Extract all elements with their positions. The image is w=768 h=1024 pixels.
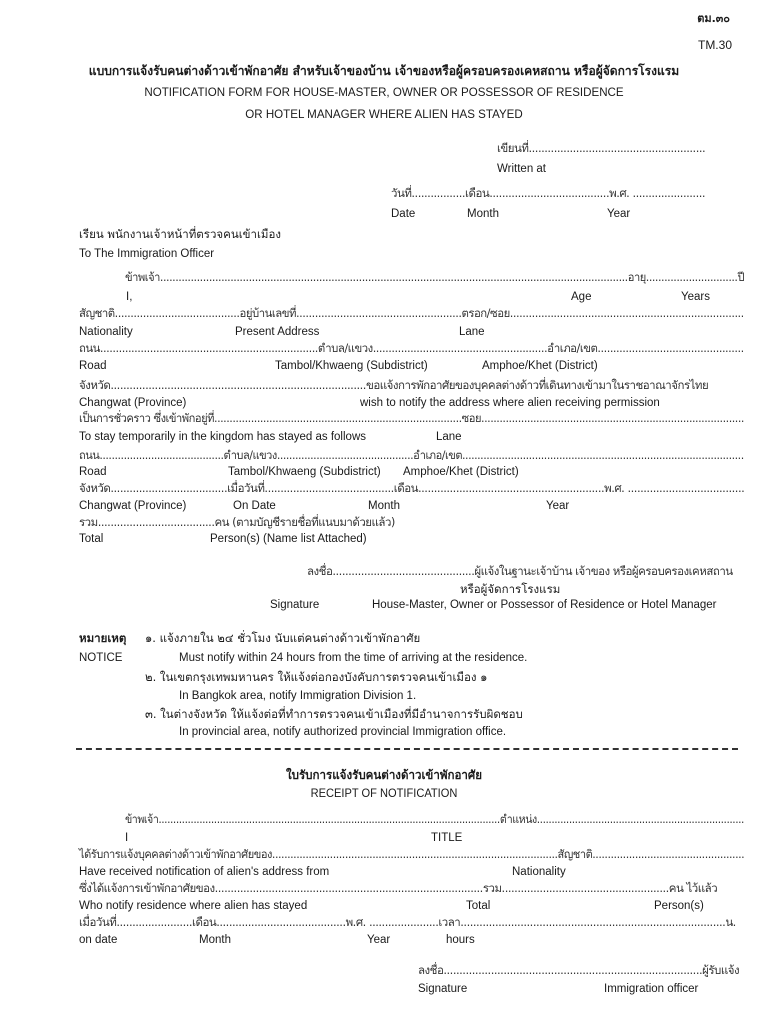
- signature-label: Signature: [270, 599, 320, 611]
- receipt-hours-label: hours: [446, 934, 475, 946]
- receipt-month-label: Month: [199, 934, 231, 946]
- amphoe-label: Amphoe/Khet (District): [482, 360, 598, 372]
- stay-amphoe-label: Amphoe/Khet (District): [403, 466, 519, 478]
- receipt-year-label: Year: [367, 934, 391, 946]
- notice-2-thai: ๒. ในเขตกรุงเทพมหานคร ให้แจ้งต่อกองบังคับการตรวจคนเข้าเมือง ๑: [145, 670, 488, 684]
- title-english-line2: OR HOTEL MANAGER WHERE ALIEN HAS STAYED: [245, 107, 523, 121]
- receipt-nationality-label: Nationality: [512, 866, 566, 878]
- receipt-name-title-field[interactable]: ข้าพเจ้า.....................................................................................................................ตำแหน่ง.......................................................................: [125, 812, 744, 826]
- total-label: Total: [79, 533, 104, 545]
- receipt-officer-label: Immigration officer: [604, 983, 699, 995]
- hotel-manager-thai: หรือผู้จัดการโรงแรม: [460, 582, 561, 596]
- wish-to-notify-label: wish to notify the address where alien receiving permission: [360, 397, 660, 409]
- receipt-notified-from-field[interactable]: ได้รับการแจ้งบุคคลต่างด้าวเข้าพักอาศัยของ..............................................................................................สัญชาติ..................................................: [79, 847, 745, 861]
- receipt-persons-label: Person(s): [654, 900, 704, 912]
- road-label: Road: [79, 360, 107, 372]
- to-thai: เรียน พนักงานเจ้าหน้าที่ตรวจคนเข้าเมือง: [79, 227, 281, 241]
- receipt-signature-label: Signature: [418, 983, 468, 995]
- title-english-line1: NOTIFICATION FORM FOR HOUSE-MASTER, OWNER OR POSSESSOR OF RESIDENCE: [144, 85, 624, 99]
- lane-label: Lane: [459, 326, 485, 338]
- nationality-label: Nationality: [79, 326, 133, 338]
- date-field[interactable]: วันที่.................เดือน......................................พ.ศ. .......................: [391, 186, 706, 200]
- notice-label-english: NOTICE: [79, 652, 123, 664]
- on-date-label: On Date: [233, 500, 276, 512]
- signature-field[interactable]: ลงชื่อ.............................................ผู้แจ้งในฐานะเจ้าบ้าน เจ้าของ หรือผู้ครอบครองเคหสถาน: [307, 564, 733, 578]
- title-thai: แบบการแจ้งรับคนต่างด้าวเข้าพักอาศัย สำหรับเจ้าของบ้าน เจ้าของหรือผู้ครอบครองเคหสถาน หรือผู้จัดการโรงแรม: [88, 63, 680, 78]
- tambol-label: Tambol/Khwaeng (Subdistrict): [275, 360, 428, 372]
- province-label: Changwat (Province): [79, 397, 187, 409]
- receipt-residence-label: Who notify residence where alien has stayed: [79, 900, 308, 912]
- stay-address-field[interactable]: เป็นการชั่วคราว ซึ่งเข้าพักอยู่ที่.................................................................................ซอย......................................................................................: [79, 411, 744, 425]
- receipt-i-label: I: [125, 832, 129, 844]
- notice-3-english: In provincial area, notify authorized provincial Immigration office.: [179, 726, 507, 738]
- stay-temporarily-label: To stay temporarily in the kingdom has stayed as follows: [79, 431, 366, 443]
- persons-attached-label: Person(s) (Name list Attached): [210, 533, 367, 545]
- receipt-date-time-field[interactable]: เมื่อวันที่........................เดือน.........................................พ.ศ. ......................เวลา....................................................................................น.: [79, 915, 736, 929]
- receipt-received-label: Have received notification of alien's address from: [79, 866, 330, 878]
- receipt-date-label: on date: [79, 934, 118, 946]
- notice-1-english: Must notify within 24 hours from the time of arriving at the residence.: [179, 652, 528, 664]
- written-at-label: Written at: [497, 163, 546, 175]
- stay-lane-label: Lane: [436, 431, 462, 443]
- stay-road-label: Road: [79, 466, 107, 478]
- age-label: Age: [571, 291, 592, 303]
- province-field[interactable]: จังหวัด.................................................................................ขอแจ้งการพักอาศัยของบุคคลต่างด้าวที่เดินทางเข้ามาในราชอาณาจักรไทย: [79, 378, 709, 392]
- total-persons-field[interactable]: รวม.....................................คน (ตามบัญชีรายชื่อที่แนบมาด้วยแล้ว): [79, 515, 395, 529]
- road-subdistrict-field[interactable]: ถนน......................................................................ตำบล/แขวง........................................................อำเภอ/เขต...............................................: [79, 341, 744, 355]
- i-label: I,: [126, 291, 133, 303]
- date-label: Date: [391, 208, 416, 220]
- stay-year-label: Year: [546, 500, 570, 512]
- stay-province-date-field[interactable]: จังหวัด.....................................เมื่อวันที่.........................................เดือน...........................................................พ.ศ. .....................................: [79, 481, 745, 495]
- receipt-signature-field[interactable]: ลงชื่อ..................................................................................ผู้รับแจ้ง: [418, 963, 740, 977]
- cut-line-divider: [76, 748, 738, 750]
- stay-province-label: Changwat (Province): [79, 500, 187, 512]
- name-age-field[interactable]: ข้าพเจ้า.........................................................................................................................................................อายุ..............................ปี: [125, 270, 745, 284]
- receipt-residence-field[interactable]: ซึ่งได้แจ้งการเข้าพักอาศัยของ.....................................................................................รวม.....................................................คน ไว้แล้ว: [79, 881, 718, 895]
- receipt-title-thai: ใบรับการแจ้งรับคนต่างด้าวเข้าพักอาศัย: [285, 768, 483, 782]
- present-address-label: Present Address: [235, 326, 320, 338]
- form-code-thai: ตม.๓๐: [697, 12, 730, 25]
- notice-2-english: In Bangkok area, notify Immigration Division 1.: [179, 690, 417, 702]
- month-label: Month: [467, 208, 499, 220]
- receipt-title-label: TITLE: [431, 832, 463, 844]
- stay-tambol-label: Tambol/Khwaeng (Subdistrict): [228, 466, 381, 478]
- receipt-total-label: Total: [466, 900, 491, 912]
- notice-3-thai: ๓. ในต่างจังหวัด ให้แจ้งต่อที่ทำการตรวจคนเข้าเมืองที่มีอำนาจการรับผิดชอบ: [145, 707, 523, 721]
- signature-role-label: House-Master, Owner or Possessor of Residence or Hotel Manager: [372, 599, 717, 611]
- stay-road-field[interactable]: ถนน.........................................ตำบล/แขวง.............................................อำเภอ/เขต.............................................................................................: [79, 448, 744, 462]
- receipt-title-english: RECEIPT OF NOTIFICATION: [310, 788, 458, 800]
- to-english: To The Immigration Officer: [79, 248, 215, 260]
- years-label: Years: [681, 291, 710, 303]
- stay-month-label: Month: [368, 500, 400, 512]
- notice-1-thai: ๑. แจ้งภายใน ๒๔ ชั่วโมง นับแต่คนต่างด้าวเข้าพักอาศัย: [145, 631, 421, 645]
- nationality-address-field[interactable]: สัญชาติ........................................อยู่บ้านเลขที่.....................................................ตรอก/ซอย...........................................................................: [79, 306, 744, 320]
- year-label: Year: [607, 208, 631, 220]
- form-code-english: TM.30: [697, 38, 732, 52]
- notice-label-thai: หมายเหตุ: [79, 631, 127, 645]
- written-at-field[interactable]: เขียนที่........................................................: [497, 141, 706, 155]
